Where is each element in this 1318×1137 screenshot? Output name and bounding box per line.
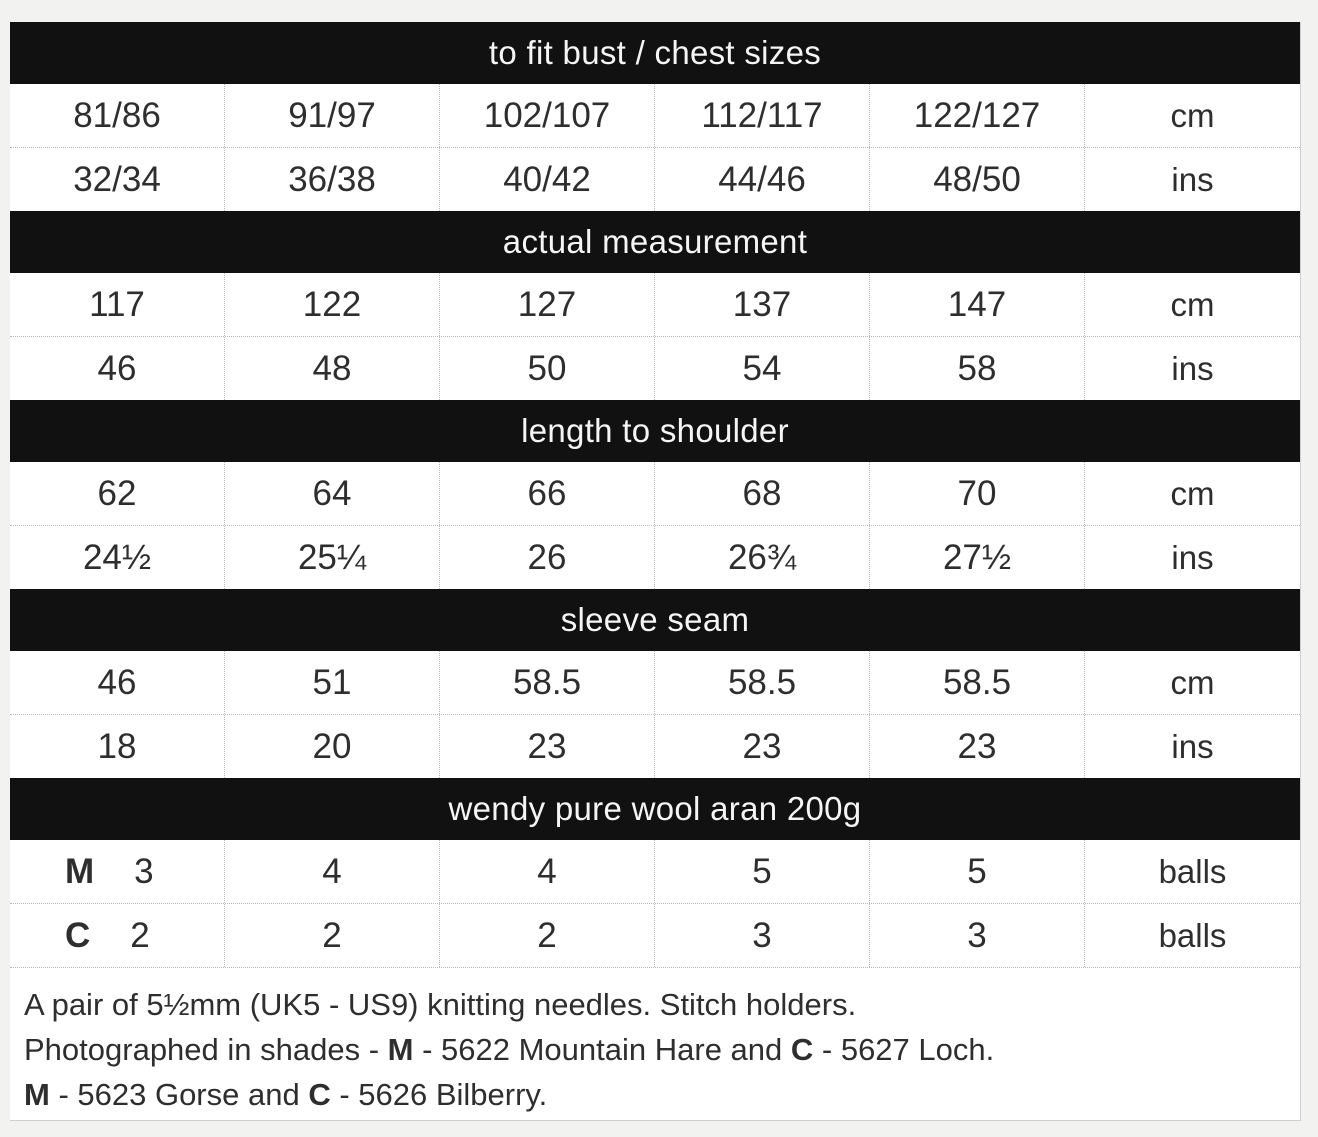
size-cell: 51	[225, 651, 440, 714]
section-header-yarn: wendy pure wool aran 200g	[10, 778, 1300, 840]
yarn-cell: 3	[655, 904, 870, 967]
section-header-sleeve: sleeve seam	[10, 589, 1300, 651]
size-cell: 81/86	[10, 84, 225, 147]
pattern-notes	[10, 967, 1300, 1117]
yarn-cell	[10, 840, 225, 903]
size-cell: 91/97	[225, 84, 440, 147]
size-cell: 137	[655, 273, 870, 336]
size-cell: 68	[655, 462, 870, 525]
table-row	[10, 651, 1300, 715]
size-cell: 18	[10, 715, 225, 778]
notes-text: - 5623 Gorse and	[49, 1077, 309, 1112]
unit-cell: ins	[1171, 727, 1214, 765]
size-cell: 64	[225, 462, 440, 525]
yarn-letter-m: M	[65, 851, 95, 891]
size-cell: 23	[440, 715, 655, 778]
size-cell: 23	[655, 715, 870, 778]
size-cell: 54	[655, 337, 870, 400]
yarn-letter-c: C	[65, 915, 91, 955]
notes-text: - 5627 Loch.	[813, 1032, 995, 1067]
yarn-cell: 2	[225, 904, 440, 967]
section-header-bust: to fit bust / chest sizes	[10, 22, 1300, 84]
unit-cell: cm	[1170, 474, 1215, 512]
size-cell: 44/46	[655, 148, 870, 211]
size-cell: 25¼	[225, 526, 440, 589]
unit-cell: ins	[1171, 160, 1214, 198]
size-cell: 58.5	[440, 651, 655, 714]
size-cell: 117	[10, 273, 225, 336]
table-row	[10, 526, 1300, 589]
table-row	[10, 840, 1300, 904]
size-cell: 36/38	[225, 148, 440, 211]
notes-text: Photographed in shades -	[24, 1032, 388, 1067]
size-cell: 40/42	[440, 148, 655, 211]
yarn-cell: 5	[655, 840, 870, 903]
size-cell: 112/117	[655, 84, 870, 147]
section-header-actual: actual measurement	[10, 211, 1300, 273]
table-row	[10, 904, 1300, 967]
table-row	[10, 148, 1300, 211]
unit-cell: cm	[1170, 96, 1215, 134]
size-cell: 70	[870, 462, 1085, 525]
size-cell: 48/50	[870, 148, 1085, 211]
size-cell: 147	[870, 273, 1085, 336]
size-cell: 62	[10, 462, 225, 525]
notes-text: - 5622 Mountain Hare and	[413, 1032, 791, 1067]
notes-line-needles: A pair of 5½mm (UK5 - US9) knitting needles. Stitch holders.	[24, 987, 857, 1022]
yarn-cell	[10, 904, 225, 967]
size-chart	[10, 22, 1301, 1121]
size-cell: 102/107	[440, 84, 655, 147]
unit-cell: balls	[1158, 852, 1227, 890]
size-cell: 23	[870, 715, 1085, 778]
notes-letter-c: C	[308, 1077, 331, 1112]
notes-letter-m: M	[387, 1032, 414, 1067]
yarn-cell: 3	[870, 904, 1085, 967]
unit-cell: balls	[1158, 916, 1227, 954]
table-row	[10, 462, 1300, 526]
size-cell: 20	[225, 715, 440, 778]
unit-cell: ins	[1171, 538, 1214, 576]
yarn-qty: 2	[130, 915, 150, 955]
yarn-cell: 4	[440, 840, 655, 903]
notes-letter-m: M	[24, 1077, 50, 1112]
size-cell: 46	[10, 651, 225, 714]
size-cell: 26	[440, 526, 655, 589]
size-cell: 58.5	[655, 651, 870, 714]
section-header-length: length to shoulder	[10, 400, 1300, 462]
size-cell: 24½	[10, 526, 225, 589]
notes-letter-c: C	[790, 1032, 814, 1067]
size-cell: 48	[225, 337, 440, 400]
size-cell: 122	[225, 273, 440, 336]
yarn-cell: 4	[225, 840, 440, 903]
notes-line-shades	[24, 1027, 1300, 1072]
size-cell: 26¾	[655, 526, 870, 589]
size-cell: 58	[870, 337, 1085, 400]
size-cell: 50	[440, 337, 655, 400]
table-row	[10, 273, 1300, 337]
yarn-qty: 3	[134, 851, 154, 891]
size-cell: 58.5	[870, 651, 1085, 714]
notes-line-alt-shades	[24, 1072, 1300, 1117]
table-row	[10, 337, 1300, 400]
size-cell: 32/34	[10, 148, 225, 211]
size-cell: 46	[10, 337, 225, 400]
size-cell: 122/127	[870, 84, 1085, 147]
unit-cell: ins	[1171, 349, 1214, 387]
yarn-cell: 2	[440, 904, 655, 967]
notes-text: - 5626 Bilberry.	[330, 1077, 548, 1112]
size-cell: 127	[440, 273, 655, 336]
table-row	[10, 715, 1300, 778]
table-row	[10, 84, 1300, 148]
unit-cell: cm	[1170, 663, 1215, 701]
size-cell: 66	[440, 462, 655, 525]
size-cell: 27½	[870, 526, 1085, 589]
unit-cell: cm	[1170, 285, 1215, 323]
yarn-cell: 5	[870, 840, 1085, 903]
